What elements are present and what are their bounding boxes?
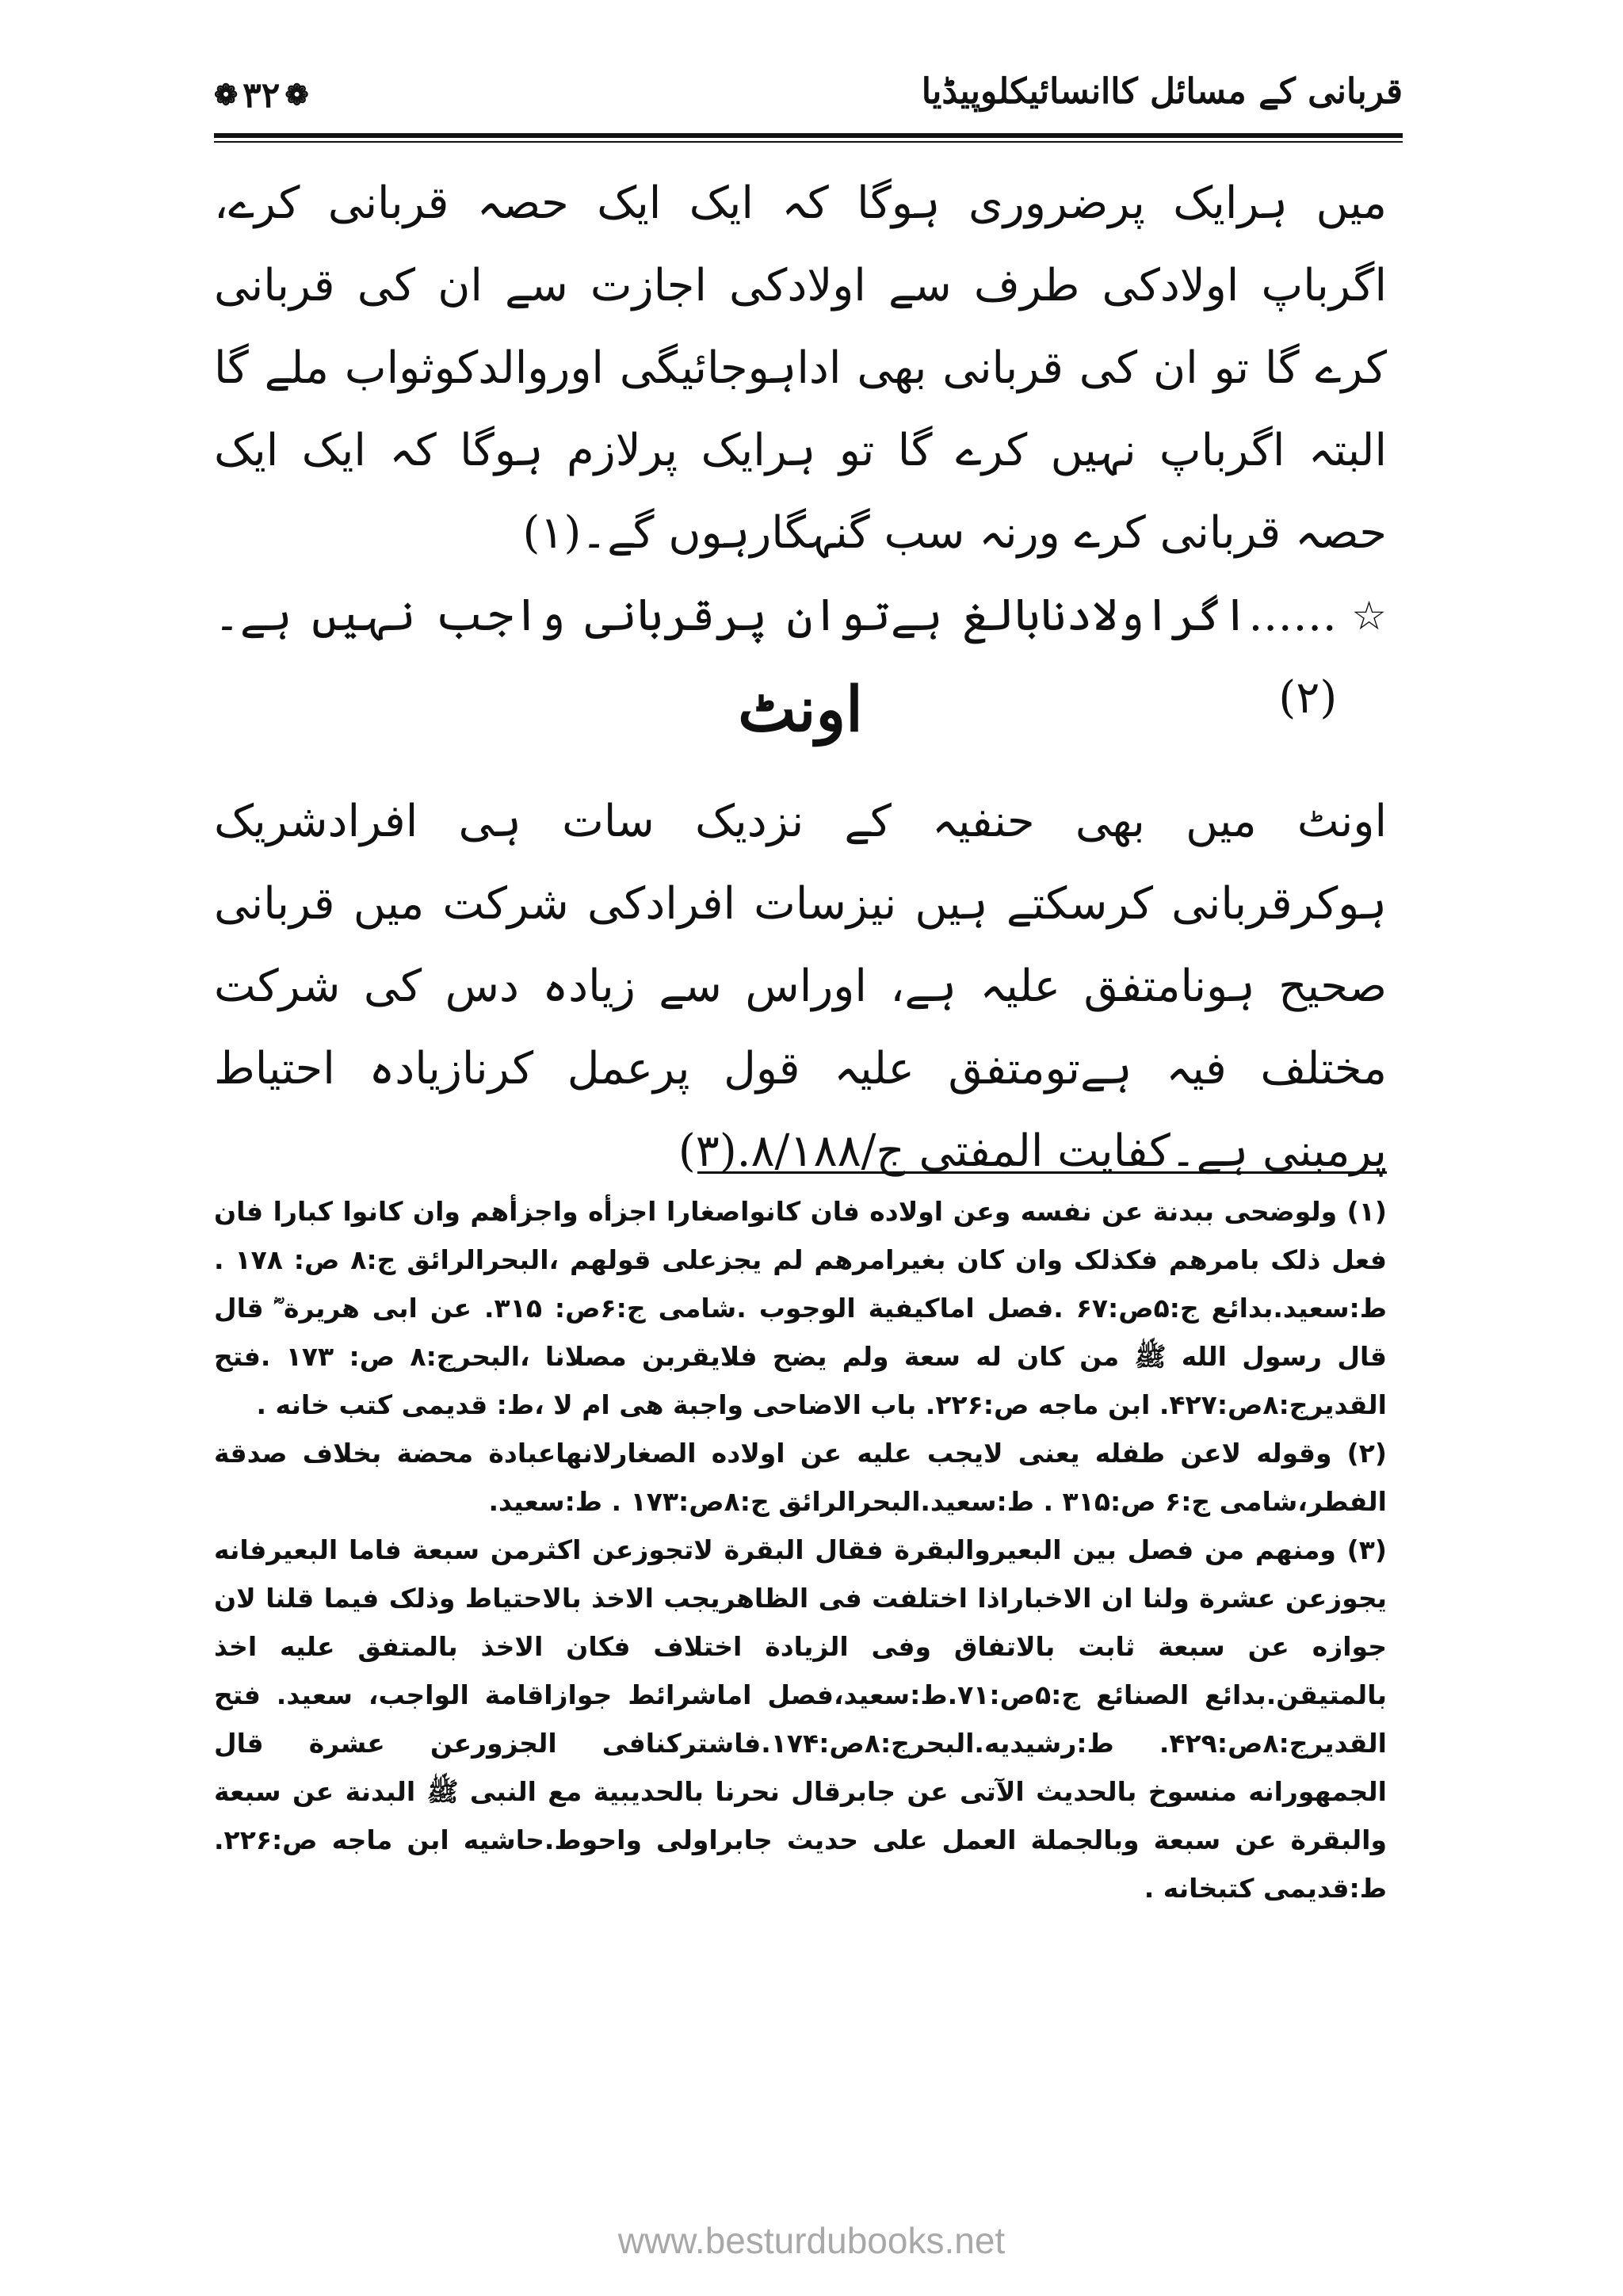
footnotes	[214, 1187, 1387, 1912]
paragraph: میں ہرایک پرضروری ہوگا کہ ایک ایک حصہ قربانی کرے، اگرباپ اولادکی طرف سے اولادکی اجازت سے ان کی قربانی کرے گا تو ان کی قربانی بھی اداہوجائیگی اوروالدکوثواب ملے گا البتہ اگرباپ نہیں کرے گا تو ہرایک پرلازم ہوگا کہ ایک ایک حصہ قربانی کرے ورنہ سب گنہگارہوں گے۔(۱)	[214, 178, 1387, 559]
footnote: (۳) ومنهم من فصل بین البعیروالبقرة فقال البقرة لاتجوزعن اکثرمن سبعة فاما البعیرفانه یجوزعن عشرة ولنا ان الاخباراذا اختلفت فی الظاهریجب الاخذ بالاحتیاط وذلک فیما قلنا لان جوازه عن سبعة ثابت بالاتفاق وفی الزیادة اختلاف فکان الاخذ بالمتفق علیه اخذ بالمتیقن.بدائع الصنائع ج:۵ص:۷۱.ط:سعید،فصل اماشرائط جوازاقامة الواجب، سعید. فتح القدیرج:۸ص:۴۲۹. ط:رشیدیه.البحرج:۸ص:۱۷۴.فاشترکنافی الجزورعن عشرة قال الجمهورانه منسوخ بالحدیث الآتی عن جابرقال نحرنا بالحدیبیة مع النبی ﷺ البدنة عن سبعة والبقرة عن سبعة وبالجملة العمل علی حدیث جابراولی واحوط.حاشیه ابن ماجه ص:۲۲۶. ط:قدیمی کتبخانه .	[214, 1534, 1387, 1904]
floral-bracket-icon: ❁	[214, 78, 239, 112]
paragraph: اونٹ میں بھی حنفیہ کے نزدیک سات ہی افرادشریک ہوکرقربانی کرسکتے ہیں نیزسات افرادکی شرکت میں قربانی صحیح ہونامتفق علیہ ہے، اوراس سے زیادہ دس کی شرکت مختلف فیہ ہےتومتفق علیہ قول پرعمل کرنازیادہ احتیاط پرمبنی ہے۔کفایت المفتی ج/۸/۱۸۸.(۳)	[214, 796, 1387, 1177]
star-outline-icon: ☆	[1351, 593, 1387, 639]
section-text-block	[214, 781, 1387, 1193]
star-note-text: ……اگراولادنابالغ ہےتوان پرقربانی واجب نہیں ہے۔(۲)	[214, 590, 1338, 724]
page-header	[214, 63, 1403, 143]
footnote: (۱) ولوضحی ببدنة عن نفسه وعن اولاده فان کانواصغارا اجزأه واجزأهم وان کانوا کبارا فان فعل ذلک بامرهم فکذلک وان کان بغیرامرهم لم یجزعلی قولهم ،البحرالرائق ج:۸ ص: ۱۷۸ . ط:سعید.بدائع ج:۵ص:۶۷ .فصل اماکیفیة الوجوب .شامی ج:۶ص: ۳۱۵. عن ابی هریرة ؓ قال قال رسول الله ﷺ من کان له سعة ولم یضح فلایقربن مصلانا ،البحرج:۸ ص: ۱۷۳ .فتح القدیرج:۸ص:۴۲۷. ابن ماجه ص:۲۲۶. باب الاضاحی واجبة هی ام لا ،ط: قدیمی کتب خانه .	[214, 1196, 1388, 1420]
page-number: ۳۲	[242, 74, 281, 116]
header-divider	[214, 133, 1403, 143]
floral-bracket-icon: ❁	[285, 78, 309, 112]
main-text-block	[214, 162, 1387, 739]
section-heading: اونٹ	[738, 674, 863, 746]
page-number-block	[214, 71, 309, 119]
footnote-divider	[697, 1171, 1387, 1174]
footnote: (۲) وقوله لاعن طفله یعنی لایجب علیه عن اولاده الصغارلانهاعبادة محضة بخلاف صدقة الفطر،شامی ج:۶ ص:۳۱۵ . ط:سعید.البحرالرائق ج:۸ص:۱۷۳ . ط:سعید.	[214, 1438, 1387, 1517]
running-title: قربانی کے مسائل کاانسائیکلوپیڈیا	[921, 71, 1403, 112]
website-watermark: www.besturdubooks.net	[617, 2220, 1006, 2261]
